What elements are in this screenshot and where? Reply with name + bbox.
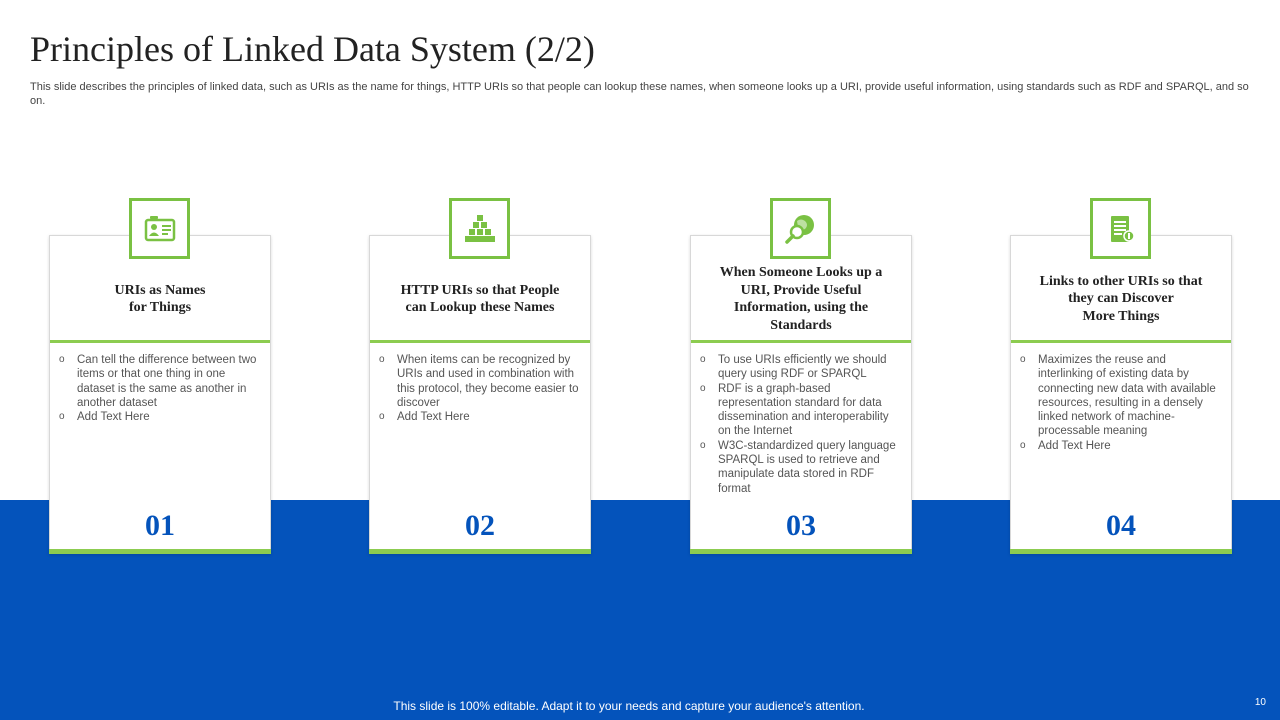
page-number: 10 [1254, 697, 1266, 708]
principle-card-1 [49, 235, 271, 554]
card-divider [1011, 340, 1231, 343]
card-bullet-list [699, 353, 903, 496]
card-number: 02 [465, 509, 495, 542]
card-bottom-accent [369, 549, 591, 554]
card-bullet-list [58, 353, 262, 424]
card-divider [691, 340, 911, 343]
card-heading: Links to other URIs so that they can Discover More Things [1039, 273, 1203, 324]
list-item: o Add Text Here [379, 411, 470, 424]
slide-description: This slide describes the principles of linked data, such as URIs as the name for things, HTTP URIs so that people can lookup these names, when someone looks up a URI, provide useful information, using standards such as RDF and SPARQL, and so on. [30, 81, 1249, 107]
document-link-icon [1090, 198, 1151, 259]
card-heading: URIs as Names for Things [114, 282, 206, 315]
principle-card-4 [1010, 235, 1232, 554]
list-item: o Maximizes the reuse and interlinking of existing data by connecting new data with available resources, resulting in a densely linked network of machine-processable meaning [1020, 354, 1216, 438]
list-item: o To use URIs efficiently we should query using RDF or SPARQL [700, 354, 887, 381]
list-item: o RDF is a graph-based representation standard for data dissemination and interoperability on the Internet [700, 382, 889, 438]
card-divider [50, 340, 270, 343]
card-bottom-accent [1010, 549, 1232, 554]
card-heading: When Someone Looks up a URI, Provide Useful Information, using the Standards [719, 265, 883, 333]
list-item: o Can tell the difference between two items or that one thing in one dataset is the same as another in another dataset [59, 354, 257, 409]
principle-card-3 [690, 235, 912, 554]
principle-card-2 [369, 235, 591, 554]
footer-note: This slide is 100% editable. Adapt it to your needs and capture your audience's attention. [393, 699, 865, 713]
id-card-icon [129, 198, 190, 259]
list-item: o W3C-standardized query language SPARQL is used to retrieve and manipulate data stored in RDF format [700, 439, 896, 495]
card-number: 01 [145, 509, 175, 542]
card-bottom-accent [690, 549, 912, 554]
list-item: o Add Text Here [59, 411, 150, 424]
card-number: 03 [786, 509, 816, 542]
card-bullet-list [378, 353, 582, 424]
pyramid-blocks-icon [449, 198, 510, 259]
list-item: o When items can be recognized by URIs and used in combination with this protocol, they become easier to discover [379, 354, 579, 409]
card-bullet-list [1019, 353, 1223, 453]
list-item: o Add Text Here [1020, 439, 1111, 452]
card-divider [370, 340, 590, 343]
slide-title: Principles of Linked Data System (2/2) [30, 29, 595, 69]
card-heading: HTTP URIs so that People can Lookup these Names [400, 282, 560, 315]
card-bottom-accent [49, 549, 271, 554]
globe-search-icon [770, 198, 831, 259]
card-number: 04 [1106, 509, 1136, 542]
